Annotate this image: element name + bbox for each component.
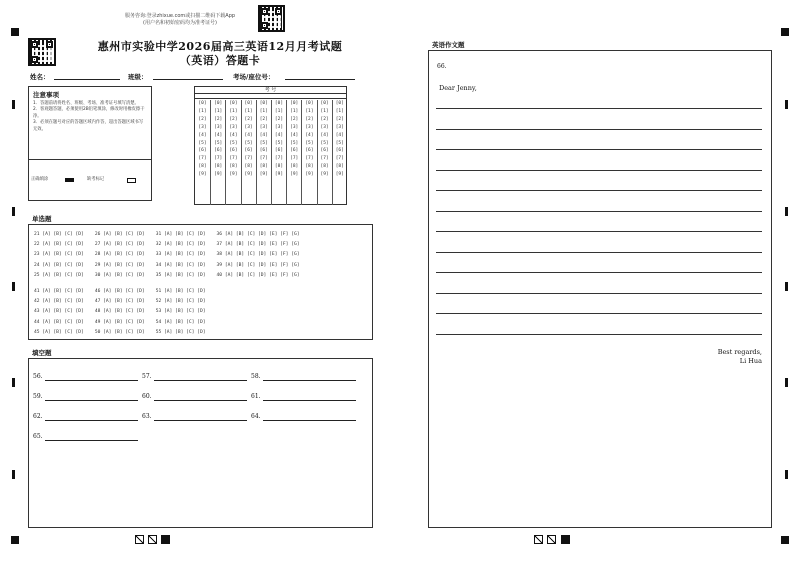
exam-digit-bubble[interactable]: [1] [335, 108, 344, 114]
mc-row[interactable]: 23 [A] [B] [C] [D] 28 [A] [B] [C] [D] 33 [A] [B] [C] [D] 38 [A] [B] [C] [D] [E] [F] [G] [34, 252, 300, 258]
fill-answer-line[interactable] [263, 393, 356, 401]
fill-answer-line[interactable] [45, 393, 138, 401]
fill-number: 57. [142, 373, 152, 380]
exam-digit-bubble[interactable]: [5] [214, 140, 223, 146]
exam-digit-bubble[interactable]: [6] [214, 148, 223, 154]
exam-digit-bubble[interactable]: [6] [198, 148, 207, 154]
correct-fill-sample [65, 178, 74, 182]
timing-mark [781, 28, 789, 36]
essay-signature: Li Hua [739, 357, 762, 365]
exam-digit-bubble[interactable]: [9] [335, 172, 344, 178]
exam-digit-bubble[interactable]: [7] [335, 156, 344, 162]
exam-digit-bubble[interactable]: [3] [259, 124, 268, 130]
exam-digit-bubble[interactable]: [6] [290, 148, 299, 154]
exam-digit-bubble[interactable]: [1] [274, 108, 284, 114]
class-label: 班级： [128, 73, 148, 81]
exam-digit-bubble[interactable]: [4] [259, 132, 268, 138]
notice-box [28, 86, 152, 201]
mc-answer-area [28, 224, 373, 340]
fill-number: 56. [33, 373, 43, 380]
mc-row[interactable]: 24 [A] [B] [C] [D] 29 [A] [B] [C] [D] 34 [A] [B] [C] [D] 39 [A] [B] [C] [D] [E] [F] [G] [34, 262, 300, 268]
mc-section-title: 单选题 [32, 215, 52, 223]
essay-writing-line[interactable] [436, 313, 762, 314]
exam-digit-bubble[interactable]: [5] [244, 140, 253, 146]
exam-digit-bubble[interactable]: [2] [274, 116, 284, 122]
exam-digit-bubble[interactable]: [0] [229, 101, 238, 106]
missing-mark-box[interactable] [127, 178, 136, 183]
service-notice: 服务咨询:登录zhixue.com或扫描二维码下载App [124, 13, 236, 19]
exam-digit-bubble[interactable]: [8] [229, 164, 238, 170]
exam-digit-bubble[interactable]: [6] [335, 148, 344, 154]
seat-field[interactable] [285, 72, 355, 80]
exam-digit-bubble[interactable]: [9] [320, 172, 329, 178]
exam-digit-bubble[interactable]: [8] [214, 164, 223, 170]
essay-closing: Best regards, [717, 348, 762, 356]
exam-digit-bubble[interactable]: [8] [305, 164, 314, 170]
exam-digit-bubble[interactable]: [1] [259, 108, 268, 114]
correct-fill-label: 正确填涂 [31, 177, 49, 182]
exam-digit-bubble[interactable]: [7] [320, 156, 329, 162]
exam-digit-bubble[interactable]: [3] [335, 124, 344, 130]
app-qr-code [258, 5, 285, 32]
mc-row[interactable]: 21 [A] [B] [C] [D] 26 [A] [B] [C] [D] 31 [A] [B] [C] [D] 36 [A] [B] [C] [D] [E] [F] [G] [34, 232, 300, 237]
exam-digit-bubble[interactable]: [5] [290, 140, 299, 146]
alignment-square [135, 535, 144, 544]
alignment-square [534, 535, 543, 544]
exam-digit-bubble[interactable]: [9] [259, 172, 268, 178]
alignment-square [561, 535, 570, 544]
exam-digit-bubble[interactable]: [2] [290, 116, 299, 122]
page-subtitle: （英语）答题卡 [179, 54, 261, 67]
exam-digit-bubble[interactable]: [3] [274, 124, 284, 130]
exam-digit-bubble[interactable]: [1] [229, 108, 238, 114]
exam-digit-bubble[interactable]: [0] [198, 101, 207, 106]
class-field[interactable] [153, 72, 223, 80]
mc-row[interactable]: 42 [A] [B] [C] [D] 47 [A] [B] [C] [D] 52 [A] [B] [C] [D] [34, 299, 206, 305]
exam-digit-bubble[interactable]: [4] [320, 132, 329, 138]
exam-digit-bubble[interactable]: [9] [305, 172, 314, 178]
exam-digit-bubble[interactable]: [1] [214, 108, 223, 114]
timing-mark [11, 28, 19, 36]
timing-mark [12, 207, 15, 216]
fill-answer-line[interactable] [45, 433, 138, 441]
exam-digit-bubble[interactable]: [1] [320, 108, 329, 114]
exam-number-column [225, 100, 240, 205]
exam-digit-bubble[interactable]: [6] [305, 148, 314, 154]
fill-answer-line[interactable] [263, 413, 356, 421]
fill-number: 60. [142, 393, 152, 400]
notice-item: 2．客观题答题，必须使用2B铅笔填涂，修改时用橡皮擦干净。 [33, 107, 145, 119]
fill-number: 59. [33, 393, 43, 400]
mc-row[interactable]: 25 [A] [B] [C] [D] 30 [A] [B] [C] [D] 35 [A] [B] [C] [D] 40 [A] [B] [C] [D] [E] [F] [G] [34, 272, 300, 278]
timing-mark [785, 378, 788, 387]
exam-digit-bubble[interactable]: [4] [305, 132, 314, 138]
mc-row[interactable]: 22 [A] [B] [C] [D] 27 [A] [B] [C] [D] 32 [A] [B] [C] [D] 37 [A] [B] [C] [D] [E] [F] [G] [34, 242, 300, 248]
exam-digit-bubble[interactable]: [2] [198, 116, 207, 122]
exam-digit-bubble[interactable]: [7] [305, 156, 314, 162]
timing-mark [12, 100, 15, 109]
exam-number-column [271, 100, 286, 205]
fill-answer-line[interactable] [154, 373, 247, 381]
fill-number: 63. [142, 413, 152, 420]
exam-digit-bubble[interactable]: [9] [214, 172, 223, 178]
exam-digit-bubble[interactable]: [7] [214, 156, 223, 162]
exam-digit-bubble[interactable]: [6] [244, 148, 253, 154]
exam-digit-bubble[interactable]: [2] [320, 116, 329, 122]
exam-number-column [210, 100, 225, 205]
alignment-square [161, 535, 170, 544]
exam-digit-bubble[interactable]: [3] [198, 124, 207, 130]
exam-digit-bubble[interactable]: [9] [229, 172, 238, 178]
exam-digit-bubble[interactable]: [8] [198, 164, 207, 170]
essay-writing-line[interactable] [436, 170, 762, 171]
essay-writing-line[interactable] [436, 149, 762, 150]
fill-number: 64. [251, 413, 261, 420]
fill-answer-line[interactable] [263, 373, 356, 381]
exam-digit-bubble[interactable]: [3] [320, 124, 329, 130]
essay-greeting: Dear Jenny, [439, 84, 477, 92]
exam-digit-bubble[interactable]: [3] [229, 124, 238, 130]
exam-digit-bubble[interactable]: [0] [244, 101, 253, 106]
essay-writing-line[interactable] [436, 190, 762, 191]
exam-digit-bubble[interactable]: [3] [290, 124, 299, 130]
notice-item: 3．必须在题号对应的答题区域内作答，超出答题区域书写无效。 [33, 120, 144, 132]
fill-number: 61. [251, 393, 261, 400]
exam-digit-bubble[interactable]: [9] [274, 172, 284, 178]
exam-digit-bubble[interactable]: [4] [229, 132, 238, 138]
fill-number: 58. [251, 373, 261, 380]
timing-mark [785, 470, 788, 479]
exam-digit-bubble[interactable]: [5] [274, 140, 284, 146]
fill-number: 65. [33, 433, 43, 440]
essay-section-title: 英语作文题 [432, 41, 465, 49]
exam-number-grid [194, 86, 347, 205]
exam-digit-bubble[interactable]: [6] [229, 148, 238, 154]
exam-digit-bubble[interactable]: [3] [214, 124, 223, 130]
exam-digit-bubble[interactable]: [7] [290, 156, 299, 162]
alignment-square [148, 535, 157, 544]
exam-digit-bubble[interactable]: [8] [290, 164, 299, 170]
exam-digit-bubble[interactable]: [7] [274, 156, 284, 162]
fill-number: 62. [33, 413, 43, 420]
essay-writing-line[interactable] [436, 129, 762, 130]
fill-answer-line[interactable] [154, 393, 247, 401]
exam-digit-bubble[interactable]: [0] [259, 101, 268, 106]
timing-mark [785, 207, 788, 216]
essay-number: 66. [437, 63, 447, 70]
timing-mark [12, 378, 15, 387]
exam-number-column [317, 100, 332, 205]
timing-mark [785, 100, 788, 109]
exam-digit-bubble[interactable]: [5] [335, 140, 344, 146]
notice-item: 1．答题前请将姓名、班级、考场、准考证号填写清楚。 [33, 101, 139, 106]
notice-title: 注意事项 [33, 91, 59, 99]
mc-row[interactable]: 43 [A] [B] [C] [D] 48 [A] [B] [C] [D] 53 [A] [B] [C] [D] [34, 309, 206, 315]
exam-digit-bubble[interactable]: [7] [259, 156, 268, 162]
exam-number-column [332, 100, 347, 205]
mc-row[interactable]: 41 [A] [B] [C] [D] 46 [A] [B] [C] [D] 51 [A] [B] [C] [D] [34, 289, 206, 294]
exam-digit-bubble[interactable]: [0] [290, 101, 299, 106]
mc-row[interactable]: 44 [A] [B] [C] [D] 49 [A] [B] [C] [D] 54 [A] [B] [C] [D] [34, 319, 206, 325]
exam-digit-bubble[interactable]: [6] [259, 148, 268, 154]
exam-digit-bubble[interactable]: [5] [198, 140, 207, 146]
exam-digit-bubble[interactable]: [0] [335, 101, 344, 106]
exam-number-column [256, 100, 271, 205]
name-field[interactable] [54, 72, 120, 80]
exam-digit-bubble[interactable]: [4] [335, 132, 344, 138]
timing-mark [12, 282, 15, 291]
exam-digit-bubble[interactable]: [1] [305, 108, 314, 114]
essay-writing-line[interactable] [436, 293, 762, 294]
fill-answer-line[interactable] [154, 413, 247, 421]
exam-digit-bubble[interactable]: [2] [335, 116, 344, 122]
exam-digit-bubble[interactable]: [5] [305, 140, 314, 146]
sheet-qr-code [28, 38, 56, 66]
exam-digit-bubble[interactable]: [4] [198, 132, 207, 138]
essay-answer-area [428, 50, 772, 528]
exam-number-column [286, 100, 301, 205]
exam-digit-bubble[interactable]: [8] [320, 164, 329, 170]
exam-digit-bubble[interactable]: [0] [320, 101, 329, 106]
exam-digit-bubble[interactable]: [8] [335, 164, 344, 170]
exam-digit-bubble[interactable]: [7] [198, 156, 207, 162]
exam-digit-bubble[interactable]: [2] [305, 116, 314, 122]
exam-digit-bubble[interactable]: [5] [229, 140, 238, 146]
timing-mark [12, 470, 15, 479]
exam-number-column [195, 100, 210, 205]
exam-digit-bubble[interactable]: [4] [244, 132, 253, 138]
exam-digit-bubble[interactable]: [1] [198, 108, 207, 114]
exam-digit-bubble[interactable]: [4] [290, 132, 299, 138]
exam-digit-bubble[interactable]: [2] [259, 116, 268, 122]
exam-digit-bubble[interactable]: [3] [244, 124, 253, 130]
timing-mark [781, 536, 789, 544]
exam-digit-bubble[interactable]: [0] [214, 101, 223, 106]
mc-row[interactable]: 45 [A] [B] [C] [D] 50 [A] [B] [C] [D] 55 [A] [B] [C] [D] [34, 329, 206, 335]
essay-writing-line[interactable] [436, 334, 762, 335]
fill-section-title: 填空题 [32, 349, 52, 357]
exam-digit-bubble[interactable]: [6] [320, 148, 329, 154]
exam-digit-bubble[interactable]: [4] [214, 132, 223, 138]
exam-digit-bubble[interactable]: [0] [274, 101, 284, 106]
exam-digit-bubble[interactable]: [9] [290, 172, 299, 178]
service-notice-sub: (用户名和初始密码均为准考证号) [143, 20, 217, 26]
exam-digit-bubble[interactable]: [1] [290, 108, 299, 114]
exam-digit-bubble[interactable]: [8] [244, 164, 253, 170]
exam-digit-bubble[interactable]: [6] [274, 148, 284, 154]
exam-digit-bubble[interactable]: [7] [244, 156, 253, 162]
essay-writing-line[interactable] [436, 211, 762, 212]
exam-digit-bubble[interactable]: [5] [320, 140, 329, 146]
exam-digit-bubble[interactable]: [9] [244, 172, 253, 178]
essay-writing-line[interactable] [436, 231, 762, 232]
essay-writing-line[interactable] [436, 272, 762, 273]
exam-digit-bubble[interactable]: [2] [229, 116, 238, 122]
exam-number-column [241, 100, 256, 205]
exam-digit-bubble[interactable]: [8] [259, 164, 268, 170]
essay-writing-line[interactable] [436, 252, 762, 253]
exam-digit-bubble[interactable]: [7] [229, 156, 238, 162]
alignment-square [547, 535, 556, 544]
fill-answer-area [28, 358, 373, 528]
page-title: 惠州市实验中学2026届高三英语12月月考试题 [97, 40, 343, 53]
essay-writing-line[interactable] [436, 108, 762, 109]
exam-number-header: 考 号 [195, 87, 346, 94]
exam-digit-bubble[interactable]: [1] [244, 108, 253, 114]
exam-number-column [301, 100, 316, 205]
timing-mark [11, 536, 19, 544]
exam-digit-bubble[interactable]: [2] [244, 116, 253, 122]
exam-digit-bubble[interactable]: [9] [198, 172, 207, 178]
fill-answer-line[interactable] [45, 413, 138, 421]
timing-mark [785, 282, 788, 291]
exam-digit-bubble[interactable]: [4] [274, 132, 284, 138]
missing-mark-label: 缺考标记 [87, 177, 105, 182]
fill-answer-line[interactable] [45, 373, 138, 381]
seat-label: 考场/座位号： [233, 73, 275, 81]
exam-digit-bubble[interactable]: [2] [214, 116, 223, 122]
exam-digit-bubble[interactable]: [8] [274, 164, 284, 170]
exam-digit-bubble[interactable]: [3] [305, 124, 314, 130]
exam-digit-bubble[interactable]: [5] [259, 140, 268, 146]
name-label: 姓名： [30, 73, 50, 81]
exam-digit-bubble[interactable]: [0] [305, 101, 314, 106]
